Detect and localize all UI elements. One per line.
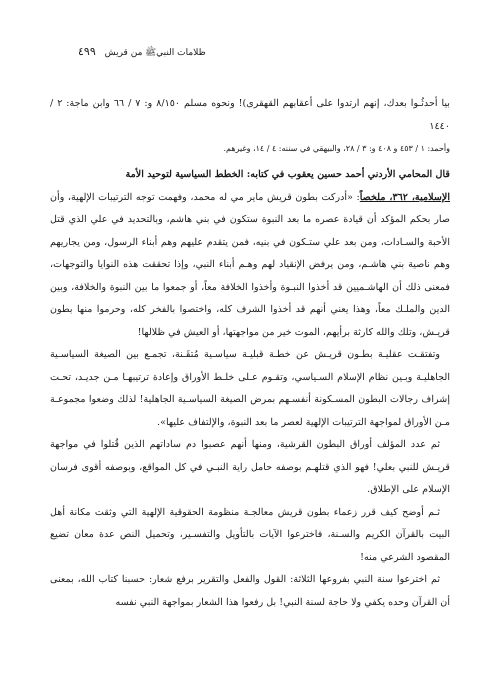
page-number: ٤٩٩ — [78, 45, 96, 58]
paragraph: ثـم أوضح كيف قرر زعماء بطون قريش معالجـة منظومة الحقوقية الإلهية التي وثقت مكانة أهل البيت بالقرآن الكريم والسـنة، فاخترعوا الآيات بالتأويل والتفسـير، وتحميل النص عدة معان تضيع المقصود الشرعي منه! — [50, 506, 450, 563]
running-header — [78, 45, 248, 60]
paragraph: ثم عدد المؤلف أوراق البطون القرشية، ومنها أنهم عصبوا دم ساداتهم الذين قُتلوا في مواجهة قريـش للنبي بعلي! فهو الذي قتلهـم بوصفه حامل راية النبـي في كل المواقع، وبوصفه أقوى فرسان الإسلام على الإطلاق. — [50, 439, 450, 495]
quote-source-title: الإسلامية، ٣٦٢، ملخصاً — [359, 191, 451, 203]
citation-references: وأحمد: ١ / ٤٥٣ و ٤٠٨ و: ٣ / ٢٨، والبيهقي في سننه: ٤ / ١٤، وغيرهم. — [223, 144, 450, 153]
quoted-paragraph — [50, 164, 450, 344]
quote-source-heading: قال المحامي الأردني أحمد حسين يعقوب في كتابه: الخطط السياسية لتوحيد الأمة — [125, 169, 450, 180]
page-body — [50, 93, 450, 614]
quote-text: : «أدركت بطون قريش ماير مي له محمد، وفهمت توجه الترتيبات الإلهية، وأن صار بحكم المؤكد أن قيادة عصره ما بعد النبوة ستكون في بني هاشم، وبالتحديد في علي الذي قتل الأحبة والسـادات، ومن بعد علي ستـكون في بنيه، فمن يتقدم عليهم وهم أبناء الرسول، ومن يجاريهم وهم ناصية بني هاشـم، ومن يرفض الإنقياد لهم وهـم أبناء النبي، وإذا تحققت هذه النوايا والتوجهات، فمعنى ذلك أن الهاشـميين قد أخذوا النبـوة وأخذوا الخلافة معاً، أو جمعوا ما بين النبوة والخلافة، وبين الدين والملـك معاً، وهذا يعني أنهم قد أخذوا الشرف كله، واختصوا بالفخر كله، وحرموا منها بطون قريـش، وتلك والله كارثة برأيهم، الموت خير من مواجهتها، أو العيش في ظلالها! — [50, 191, 450, 338]
paragraph: ثم اخترعوا سنة النبي بفروعها الثلاثة: القول والفعل والتقرير برفع شعار: حسبنا كتاب الله، بمعنى أن القرآن وحده يكفي ولا حاجة لسنة النبي! بل رفعوا هذا الشعار بمواجهة النبي نفسه — [50, 574, 450, 608]
paragraph: وتفتقـت عقليـة بطـون قريـش عن خطـة قبليـة سياسـية مُتقَـنة، تجمـع بين الصيغة السياسـية الجاهليـة وبـين نظام الإسلام السـياسي، وتقـوم عـلى خلـط الأوراق وإعادة ترتيبهـا مـن جديـد، تحـت إشراف رجالات البطون المسـكونة أنفسـهم بمرض الصيغة السياسـية الجاهلية! لذلك وضعوا مجموعـة مـن الأوراق لمواجهة الترتيبات الإلهية لعصر ما بعد النبوة، والإلتفاف عليها». — [50, 349, 450, 428]
citation-text: بيا أحدثُـوا بعدك، إنهم ارتدوا على أعقابهم القهقرى)! ونحوه مسلم ٨/١٥٠ و: ٧ / ٦٦ وابن ماجة: ٢ / ١٤٤٠ — [50, 98, 450, 132]
running-title: ظلامات النبيﷺ من قريش — [104, 48, 206, 58]
